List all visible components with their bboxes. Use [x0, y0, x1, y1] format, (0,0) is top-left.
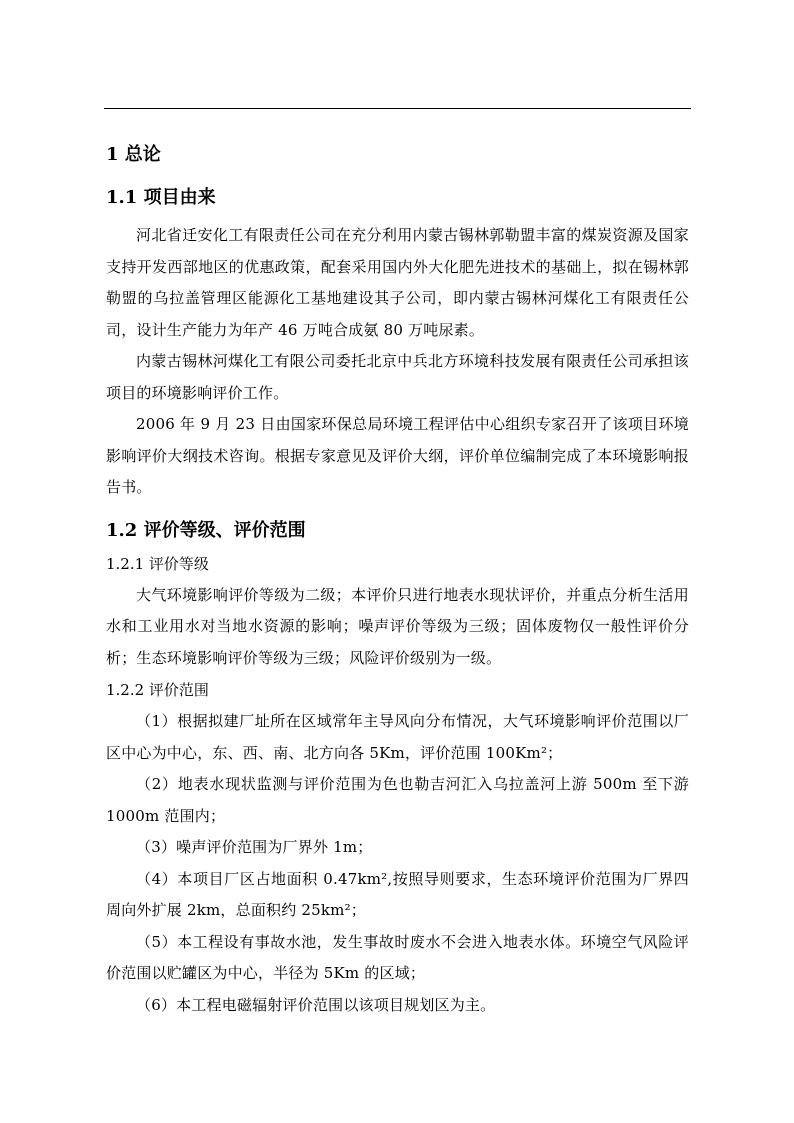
- subsection-1-2-2-title: 1.2.2 评价范围: [106, 681, 209, 699]
- section-1-2-title: 1.2 评价等级、评价范围: [106, 519, 306, 541]
- subsection-1-2-1-title: 1.2.1 评价等级: [106, 554, 209, 573]
- scope-item-3: （3）噪声评价范围为厂界外 1m；: [136, 838, 373, 856]
- chapter-title: 1 总论: [106, 144, 161, 165]
- section-1-1-paragraph-2: 内蒙古锡林河煤化工有限公司委托北京中兵北方环境科技发展有限责任公司承担该项目的环境影响评价工作。: [106, 352, 689, 402]
- subsection-1-2-1-paragraph: 大气环境影响评价等级为二级；本评价只进行地表水现状评价，并重点分析生活用水和工业用水对当地水资源的影响；噪声评价等级为三级；固体废物仅一般性评价分析；生态环境影响评价等级为三级；风险评价级别为一级。: [106, 585, 689, 667]
- scope-item-5: （5）本工程设有事故水池，发生事故时废水不会进入地表水体。环境空气风险评价范围以贮罐区为中心，半径为 5Km 的区域；: [106, 932, 689, 982]
- section-1-1-title: 1.1 项目由来: [106, 187, 216, 208]
- scope-item-2: （2）地表水现状监测与评价范围为色也勒吉河汇入乌拉盖河上游 500m 至下游 1000m 范围内；: [106, 775, 689, 825]
- scope-item-1: （1）根据拟建厂址所在区域常年主导风向分布情况，大气环境影响评价范围以厂区中心为中心，东、西、南、北方向各 5Km，评价范围 100Km²；: [106, 712, 689, 762]
- section-1-1-paragraph-1: 河北省迁安化工有限责任公司在充分利用内蒙古锡林郭勒盟丰富的煤炭资源及国家支持开发西部地区的优惠政策，配套采用国内外大化肥先进技术的基础上，拟在锡林郭勒盟的乌拉盖管理区能源化工基地建设其子公司，即内蒙古锡林河煤化工有限责任公司，设计生产能力为年产 46 万吨合成氨 80 万吨尿素。: [106, 226, 689, 339]
- document-body: [106, 138, 689, 1021]
- header-rule: [104, 108, 691, 109]
- scope-item-4: （4）本项目厂区占地面积 0.47km²,按照导则要求，生态环境评价范围为厂界四周向外扩展 2km，总面积约 25km²；: [106, 869, 689, 919]
- scope-item-6: （6）本工程电磁辐射评价范围以该项目规划区为主。: [136, 995, 496, 1014]
- section-1-1-paragraph-3: 2006 年 9 月 23 日由国家环保总局环境工程评估中心组织专家召开了该项目环境影响评价大纲技术咨询。根据专家意见及评价大纲，评价单位编制完成了本环境影响报告书。: [106, 415, 689, 496]
